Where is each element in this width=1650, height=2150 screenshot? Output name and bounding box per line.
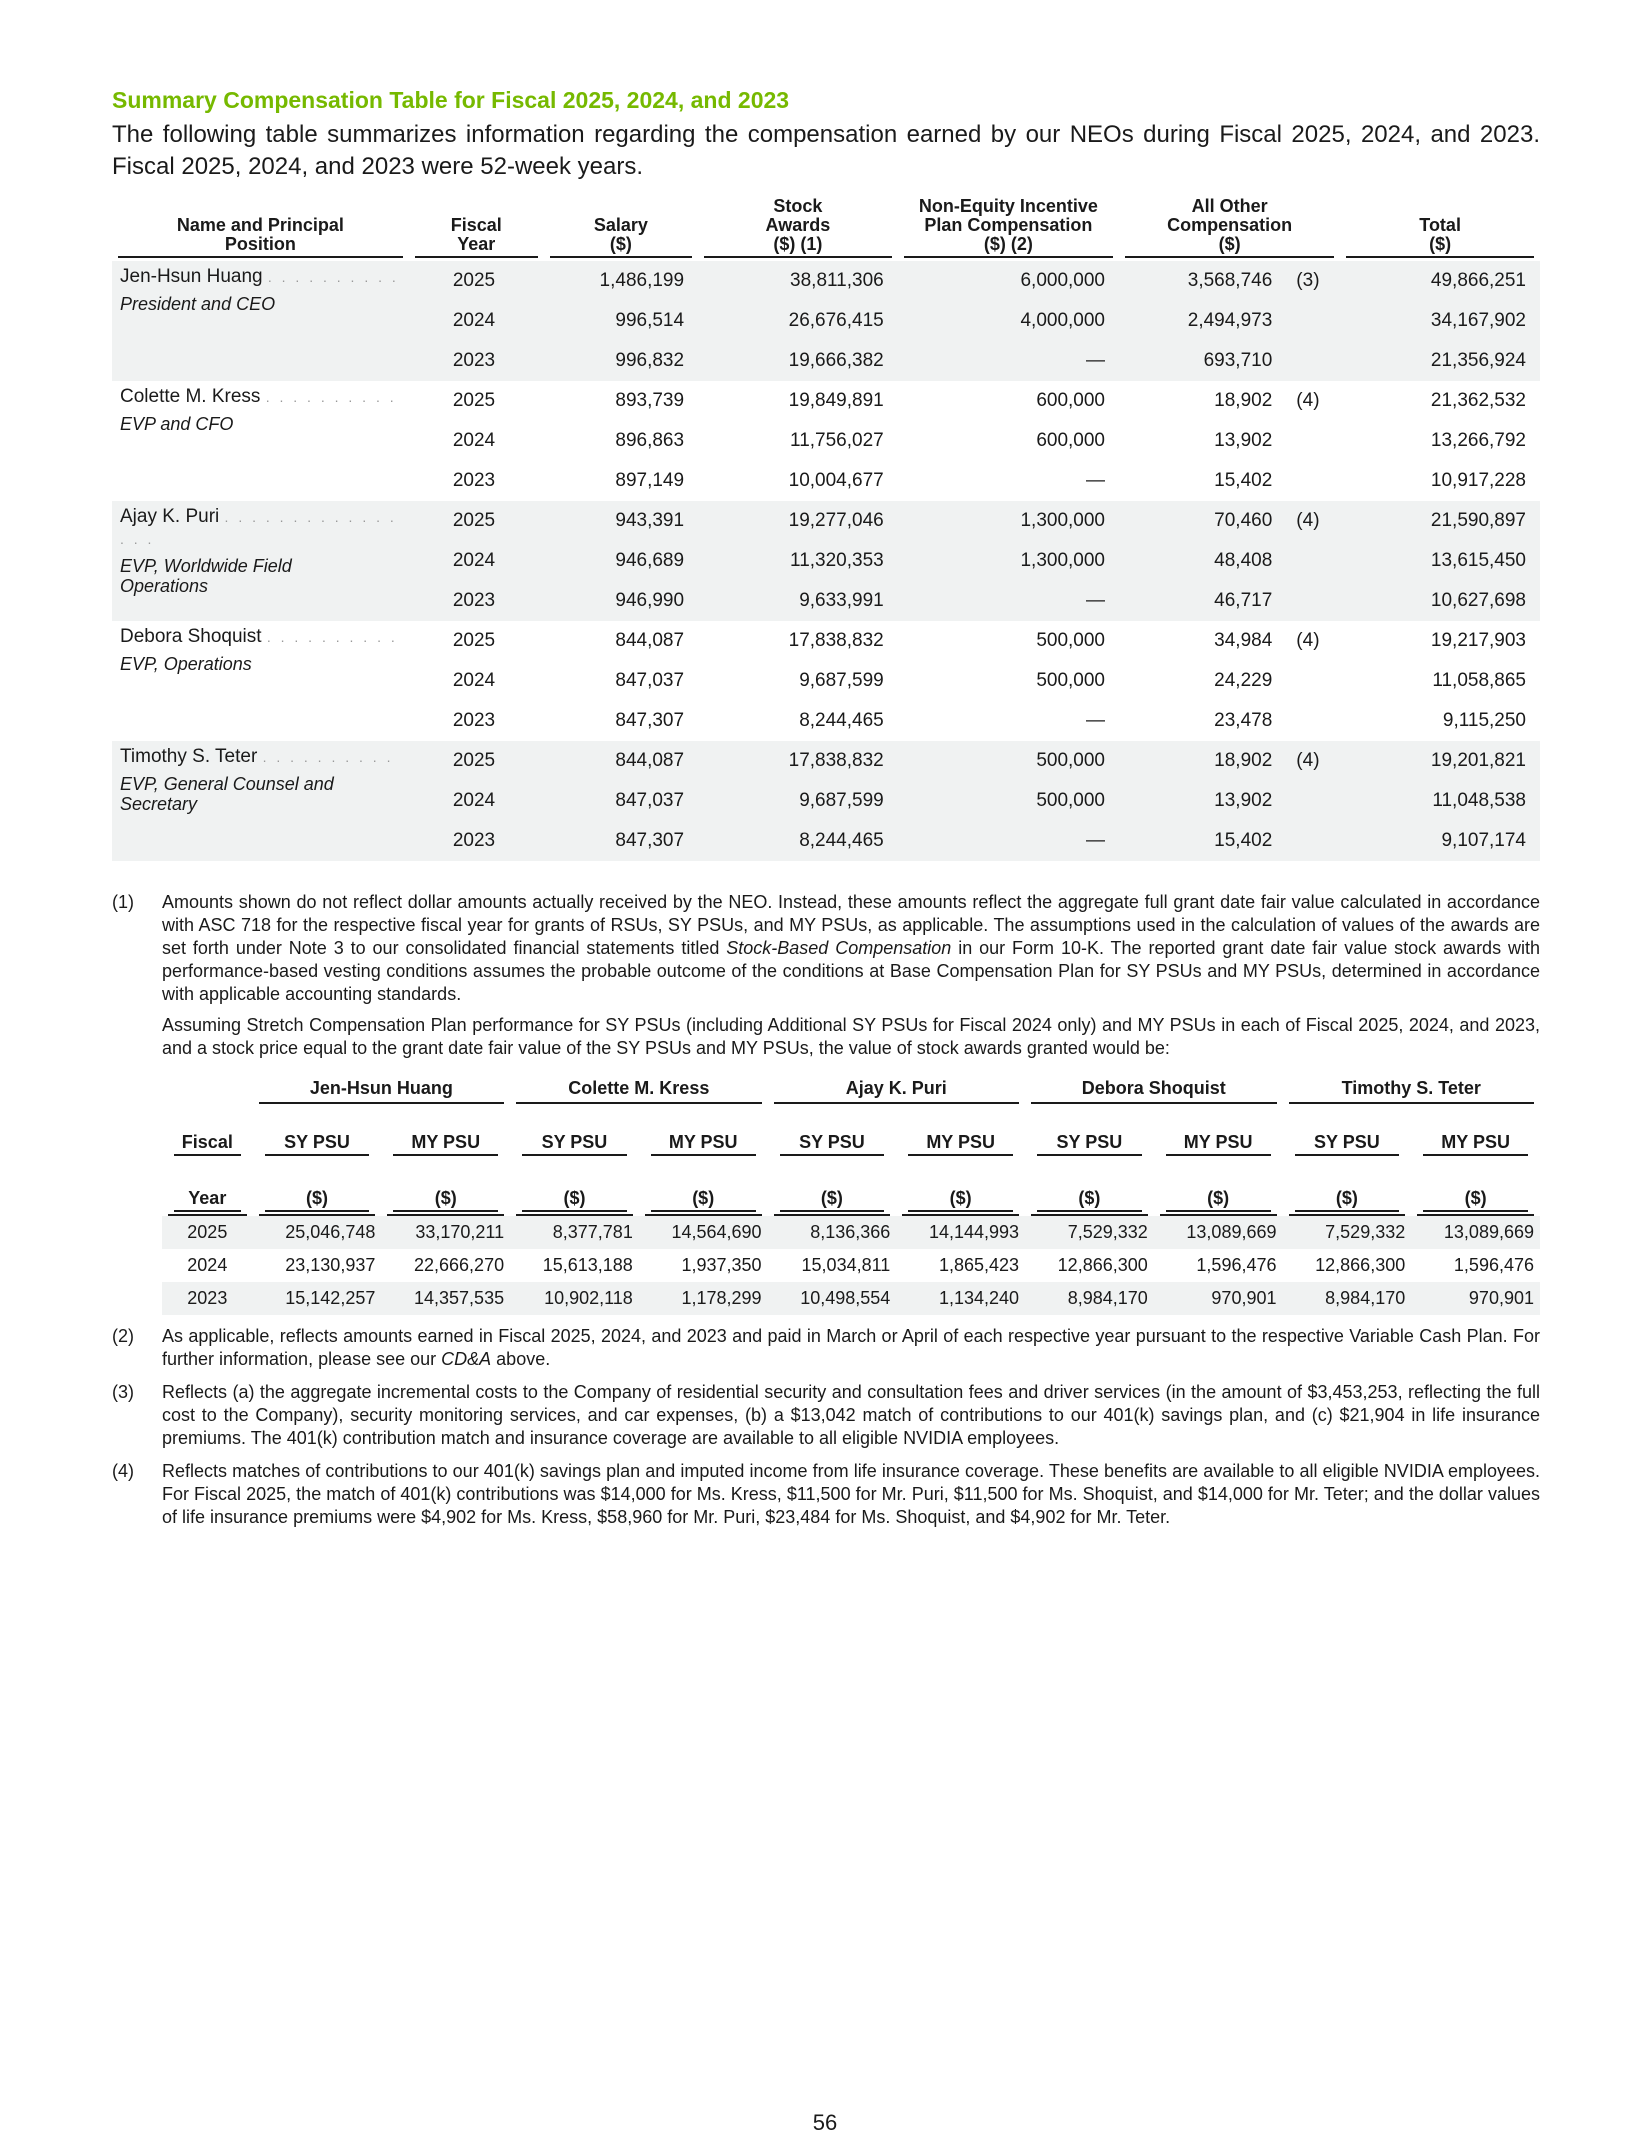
fiscal-year: 2023 [452, 710, 496, 731]
non-equity-incentive: 500,000 [898, 741, 1119, 781]
header-stock-awards: Stock Awards ($) (1) [698, 197, 898, 261]
all-other-comp: 18,902 [1119, 741, 1286, 781]
total-comp: 34,167,902 [1340, 301, 1540, 341]
stock-awards: 19,849,891 [788, 390, 884, 411]
all-other-comp: 13,902 [1214, 430, 1273, 451]
stock-awards: 11,756,027 [790, 430, 884, 451]
executive-position: President and CEO [120, 294, 276, 314]
executive-name-line [120, 506, 409, 550]
all-other-comp: 23,478 [1214, 710, 1273, 731]
stretch-value: 8,136,366 [768, 1216, 897, 1249]
salary: 897,149 [615, 470, 685, 491]
stock-awards: 11,320,353 [698, 541, 898, 581]
stretch-value: 14,357,535 [381, 1282, 510, 1315]
leader-dots: . . . . . . . . . . [265, 389, 397, 405]
total-comp: 11,058,865 [1432, 670, 1526, 691]
all-other-comp: 70,460 [1119, 501, 1286, 541]
stretch-group-header [1025, 1078, 1282, 1108]
footnote-ref: (3) [1286, 261, 1340, 301]
footnote-ref [1286, 701, 1340, 741]
all-other-comp: 24,229 [1214, 670, 1273, 691]
stretch-value: 33,170,211 [381, 1216, 510, 1249]
stretch-value: 22,666,270 [414, 1255, 505, 1275]
all-other-comp: 15,402 [1119, 821, 1286, 861]
total-comp: 21,356,924 [1340, 341, 1540, 381]
stretch-value: 7,529,332 [1283, 1216, 1412, 1249]
header-non-equity: Non-Equity Incentive Plan Compensation ($) (2) [898, 197, 1119, 261]
non-equity-incentive: 1,300,000 [898, 541, 1119, 581]
total-comp: 13,266,792 [1430, 430, 1526, 451]
stretch-group-header [253, 1078, 510, 1108]
executive-position: EVP, General Counsel and Secretary [120, 774, 334, 814]
total-comp: 9,107,174 [1340, 821, 1540, 861]
all-other-comp: 3,568,746 [1119, 261, 1286, 301]
salary: 996,832 [544, 341, 698, 381]
psu-unit: ($) [393, 1176, 498, 1212]
stretch-value: 13,089,669 [1411, 1216, 1540, 1249]
non-equity-incentive: 1,300,000 [898, 501, 1119, 541]
executive-name: Timothy S. Teter [120, 746, 258, 767]
non-equity-incentive: 4,000,000 [898, 301, 1119, 341]
salary: 946,990 [544, 581, 698, 621]
psu-unit: ($) [1166, 1176, 1271, 1212]
my-psu-header [639, 1108, 768, 1216]
non-equity-incentive: — [1086, 710, 1105, 731]
executive-cell [112, 261, 409, 381]
salary: 896,863 [615, 430, 685, 451]
table-header-row [112, 197, 1540, 261]
stretch-value: 1,178,299 [639, 1282, 768, 1315]
total-comp: 21,362,532 [1430, 390, 1526, 411]
psu-label: SY PSU [522, 1120, 627, 1156]
psu-label: SY PSU [780, 1120, 885, 1156]
footnote-1 [112, 891, 1540, 1068]
table-row [112, 261, 1540, 301]
non-equity-incentive: 500,000 [898, 781, 1119, 821]
stretch-group-header-row [162, 1078, 1540, 1108]
table-row [112, 621, 1540, 661]
executive-name: Ajay K. Puri [120, 506, 220, 527]
fy-label: Fiscal [174, 1120, 241, 1156]
stretch-column-header-row [162, 1108, 1540, 1216]
stretch-value: 10,498,554 [768, 1282, 897, 1315]
stretch-group-name: Colette M. Kress [516, 1078, 761, 1104]
stretch-row [162, 1282, 1540, 1315]
executive-cell [112, 501, 409, 621]
salary: 844,087 [615, 630, 685, 651]
psu-label: MY PSU [908, 1120, 1013, 1156]
salary: 996,514 [544, 301, 698, 341]
footnote-ref: (4) [1296, 390, 1320, 411]
stretch-value: 970,901 [1411, 1282, 1540, 1315]
executive-position: EVP and CFO [120, 414, 234, 434]
psu-label: SY PSU [1295, 1120, 1400, 1156]
non-equity-incentive: 6,000,000 [898, 261, 1119, 301]
table-row [112, 741, 1540, 781]
header-total: Total ($) [1340, 197, 1540, 261]
total-comp: 19,201,821 [1340, 741, 1540, 781]
stretch-value: 15,613,188 [542, 1255, 633, 1275]
stock-awards: 9,687,599 [698, 781, 898, 821]
header-salary: Salary ($) [544, 197, 698, 261]
all-other-comp: 15,402 [1214, 470, 1273, 491]
psu-label: MY PSU [1423, 1120, 1528, 1156]
stock-awards: 38,811,306 [698, 261, 898, 301]
salary: 1,486,199 [544, 261, 698, 301]
header-year: Fiscal Year [409, 197, 544, 261]
fiscal-year: 2024 [452, 430, 496, 451]
stretch-value: 1,134,240 [896, 1282, 1025, 1315]
stretch-value: 1,865,423 [938, 1255, 1020, 1275]
salary: 847,307 [544, 821, 698, 861]
total-comp: 13,615,450 [1340, 541, 1540, 581]
leader-dots: . . . . . . . . . . [266, 629, 398, 645]
non-equity-incentive: — [1086, 470, 1105, 491]
all-other-comp: 693,710 [1119, 341, 1286, 381]
stretch-value: 1,937,350 [681, 1255, 762, 1275]
summary-compensation-table [112, 197, 1540, 861]
non-equity-incentive: — [898, 581, 1119, 621]
stock-awards: 8,244,465 [799, 710, 884, 731]
stretch-value: 8,984,170 [1283, 1282, 1412, 1315]
all-other-comp: 2,494,973 [1119, 301, 1286, 341]
stretch-value: 15,142,257 [253, 1282, 382, 1315]
footnote-marker: (2) [112, 1326, 134, 1346]
psu-label: MY PSU [1166, 1120, 1271, 1156]
stretch-value: 10,902,118 [510, 1282, 639, 1315]
non-equity-incentive: 500,000 [1036, 630, 1105, 651]
footnote-4 [112, 1460, 1540, 1529]
salary: 847,037 [615, 670, 685, 691]
footnote-ref [1286, 421, 1340, 461]
sy-psu-header [253, 1108, 382, 1216]
all-other-comp: 34,984 [1214, 630, 1273, 651]
stretch-group-name: Ajay K. Puri [774, 1078, 1019, 1104]
header-other-comp: All Other Compensation ($) [1119, 197, 1340, 261]
stretch-group-header [768, 1078, 1025, 1108]
total-comp: 19,217,903 [1430, 630, 1526, 651]
non-equity-incentive: 600,000 [1036, 390, 1105, 411]
stretch-value: 14,564,690 [639, 1216, 768, 1249]
stock-awards: 8,244,465 [698, 821, 898, 861]
psu-unit: ($) [780, 1176, 885, 1212]
stock-awards: 9,687,599 [799, 670, 884, 691]
non-equity-incentive: 500,000 [1036, 670, 1105, 691]
stock-awards: 17,838,832 [698, 741, 898, 781]
stock-awards: 9,633,991 [698, 581, 898, 621]
all-other-comp: 13,902 [1119, 781, 1286, 821]
section-title: Summary Compensation Table for Fiscal 2025, 2024, and 2023 [112, 87, 790, 113]
executive-name: Jen-Hsun Huang [120, 266, 263, 287]
executive-name: Debora Shoquist [120, 626, 262, 647]
footnote-ref [1286, 461, 1340, 501]
psu-unit: ($) [1295, 1176, 1400, 1212]
stretch-row [162, 1216, 1540, 1249]
fiscal-year: 2025 [452, 630, 496, 651]
salary: 847,307 [615, 710, 685, 731]
psu-unit: ($) [651, 1176, 756, 1212]
stretch-group-name: Debora Shoquist [1031, 1078, 1276, 1104]
salary: 893,739 [615, 390, 685, 411]
footnote-ref: (4) [1296, 630, 1320, 651]
all-other-comp: 18,902 [1214, 390, 1273, 411]
total-comp: 10,627,698 [1340, 581, 1540, 621]
fiscal-year: 2024 [452, 670, 496, 691]
stock-awards: 17,838,832 [788, 630, 884, 651]
stretch-blank-header [162, 1078, 253, 1108]
header-name: Name and Principal Position [112, 197, 409, 261]
psu-label: SY PSU [1037, 1120, 1142, 1156]
stretch-value: 12,866,300 [1315, 1255, 1406, 1275]
salary: 844,087 [544, 741, 698, 781]
stretch-value: 1,596,476 [1453, 1255, 1534, 1275]
footnote-marker: (3) [112, 1382, 134, 1402]
psu-unit: ($) [908, 1176, 1013, 1212]
footnote-ref: (4) [1286, 501, 1340, 541]
stretch-value: 8,984,170 [1025, 1282, 1154, 1315]
fiscal-year: 2023 [409, 821, 544, 861]
executive-name-line [120, 386, 409, 408]
sy-psu-header [768, 1108, 897, 1216]
stock-awards: 19,277,046 [698, 501, 898, 541]
fiscal-year: 2023 [452, 470, 496, 491]
stretch-group-header [1283, 1078, 1541, 1108]
psu-unit: ($) [1037, 1176, 1142, 1212]
executive-position: EVP, Operations [120, 654, 252, 674]
fiscal-year: 2024 [409, 541, 544, 581]
document-page [112, 85, 1540, 1539]
sy-psu-header [510, 1108, 639, 1216]
non-equity-incentive: — [898, 821, 1119, 861]
executive-position: EVP, Worldwide Field Operations [120, 556, 292, 596]
footnotes [112, 891, 1540, 1529]
all-other-comp: 48,408 [1119, 541, 1286, 581]
non-equity-incentive: — [898, 341, 1119, 381]
stretch-group-name: Timothy S. Teter [1289, 1078, 1535, 1104]
footnote-ref [1286, 301, 1340, 341]
stretch-fiscal-year-header [162, 1108, 253, 1216]
executive-cell [112, 381, 409, 501]
intro-paragraph: The following table summarizes information regarding the compensation earned by our NEOs during Fiscal 2025, 2024, and 2023. Fiscal 2025, 2024, and 2023 were 52-week years. [112, 121, 1540, 180]
stretch-value: 14,144,993 [896, 1216, 1025, 1249]
psu-unit: ($) [522, 1176, 627, 1212]
page-number: 56 [812, 2110, 838, 2135]
table-row [112, 381, 1540, 421]
footnote-1-text: Amounts shown do not reflect dollar amounts actually received by the NEO. Instead, these amounts reflect the aggregate full grant date fair value calculated in accordance with ASC 718 for the respective fiscal year for grants of RSUs, SY PSUs, and MY PSUs, as applicable. The assumptions used in the calculation of values of the awards are set forth under Note 3 to our consolidated financial statements titled Stock-Based Compensation in our Form 10-K. The reported grant date fair value stock awards with performance-based vesting conditions assumes the probable outcome of the conditions at Base Compensation Plan for SY PSUs and MY PSUs, determined in accordance with applicable accounting standards. [162, 892, 1540, 1004]
footnote-ref [1286, 781, 1340, 821]
non-equity-incentive: 600,000 [1036, 430, 1105, 451]
footnote-ref [1286, 661, 1340, 701]
stretch-value: 7,529,332 [1025, 1216, 1154, 1249]
executive-name-line [120, 266, 409, 288]
sy-psu-header [1283, 1108, 1412, 1216]
psu-label: MY PSU [651, 1120, 756, 1156]
total-comp: 21,590,897 [1340, 501, 1540, 541]
footnote-3-text: Reflects (a) the aggregate incremental costs to the Company of residential security and consultation fees and driver services (in the amount of $3,453,253, reflecting the full cost to the Company), security monitoring services, and car expenses, (b) a $13,042 match of contributions to our 401(k) savings plan, and (c) $21,904 in life insurance premiums. The 401(k) contribution match and insurance coverage are available to all eligible NVIDIA employees. [162, 1382, 1540, 1448]
stretch-value: 8,377,781 [510, 1216, 639, 1249]
fiscal-year: 2023 [409, 581, 544, 621]
stretch-stock-awards-table [162, 1078, 1540, 1315]
total-comp: 10,917,228 [1430, 470, 1526, 491]
executive-name-line [120, 626, 409, 648]
fiscal-year: 2023 [409, 341, 544, 381]
my-psu-header [381, 1108, 510, 1216]
footnote-ref [1286, 821, 1340, 861]
my-psu-header [1411, 1108, 1540, 1216]
stretch-value: 15,034,811 [801, 1255, 891, 1275]
footnote-marker: (1) [112, 892, 134, 912]
stretch-fiscal-year: 2025 [162, 1216, 253, 1249]
executive-cell [112, 741, 409, 861]
fiscal-year: 2025 [409, 261, 544, 301]
stretch-value: 12,866,300 [1057, 1255, 1148, 1275]
leader-dots: . . . . . . . . . . [267, 269, 399, 285]
fy-label: Year [174, 1176, 241, 1212]
footnote-2 [112, 1325, 1540, 1371]
leader-dots: . . . . . . . . . . [262, 749, 394, 765]
salary: 943,391 [544, 501, 698, 541]
executive-name: Colette M. Kress [120, 386, 261, 407]
salary: 946,689 [544, 541, 698, 581]
fiscal-year: 2025 [409, 501, 544, 541]
footnote-marker: (4) [112, 1461, 134, 1481]
executive-name-line [120, 746, 409, 768]
sy-psu-header [1025, 1108, 1154, 1216]
psu-label: MY PSU [393, 1120, 498, 1156]
executive-cell [112, 621, 409, 741]
stretch-value: 23,130,937 [285, 1255, 376, 1275]
stretch-row [162, 1249, 1540, 1282]
psu-unit: ($) [265, 1176, 370, 1212]
footnote-1-stretch-text: Assuming Stretch Compensation Plan performance for SY PSUs (including Additional SY PSUs for Fiscal 2024 only) and MY PSUs in each of Fiscal 2025, 2024, and 2023, and a stock price equal to the grant date fair value of the SY PSUs and MY PSUs, the value of stock awards granted would be: [162, 1015, 1540, 1058]
stretch-fiscal-year: 2024 [187, 1255, 228, 1275]
stretch-value: 970,901 [1154, 1282, 1283, 1315]
leader-dots: . . . . . . . . . . . . . . . . [120, 509, 397, 547]
stretch-value: 13,089,669 [1154, 1216, 1283, 1249]
stretch-fiscal-year: 2023 [162, 1282, 253, 1315]
footnote-4-text: Reflects matches of contributions to our 401(k) savings plan and imputed income from life insurance coverage. These benefits are available to all eligible NVIDIA employees. For Fiscal 2025, the match of 401(k) contributions was $14,000 for Ms. Kress, $11,500 for Mr. Puri, $11,500 for Ms. Shoquist, and $14,000 for Mr. Teter; and the dollar values of life insurance premiums were $4,902 for Ms. Kress, $58,960 for Mr. Puri, $23,484 for Ms. Shoquist, and $4,902 for Mr. Teter. [162, 1461, 1540, 1527]
footnote-ref [1286, 341, 1340, 381]
my-psu-header [896, 1108, 1025, 1216]
stretch-value: 1,596,476 [1196, 1255, 1277, 1275]
fiscal-year: 2025 [452, 390, 496, 411]
stretch-group-header [510, 1078, 767, 1108]
stretch-value: 25,046,748 [253, 1216, 382, 1249]
psu-unit: ($) [1423, 1176, 1528, 1212]
total-comp: 49,866,251 [1340, 261, 1540, 301]
table-row [112, 501, 1540, 541]
salary: 847,037 [544, 781, 698, 821]
footnote-2-text: As applicable, reflects amounts earned in Fiscal 2025, 2024, and 2023 and paid in March or April of each respective year pursuant to the respective Variable Cash Plan. For further information, please see our CD&A above. [162, 1326, 1540, 1369]
total-comp: 11,048,538 [1340, 781, 1540, 821]
my-psu-header [1154, 1108, 1283, 1216]
stock-awards: 19,666,382 [698, 341, 898, 381]
footnote-3 [112, 1381, 1540, 1450]
total-comp: 9,115,250 [1442, 710, 1526, 731]
footnote-ref: (4) [1286, 741, 1340, 781]
footnote-ref [1286, 581, 1340, 621]
fiscal-year: 2025 [409, 741, 544, 781]
stock-awards: 10,004,677 [788, 470, 884, 491]
stock-awards: 26,676,415 [698, 301, 898, 341]
fiscal-year: 2024 [409, 301, 544, 341]
psu-label: SY PSU [265, 1120, 370, 1156]
stretch-group-name: Jen-Hsun Huang [259, 1078, 504, 1104]
all-other-comp: 46,717 [1119, 581, 1286, 621]
footnote-ref [1286, 541, 1340, 581]
fiscal-year: 2024 [409, 781, 544, 821]
